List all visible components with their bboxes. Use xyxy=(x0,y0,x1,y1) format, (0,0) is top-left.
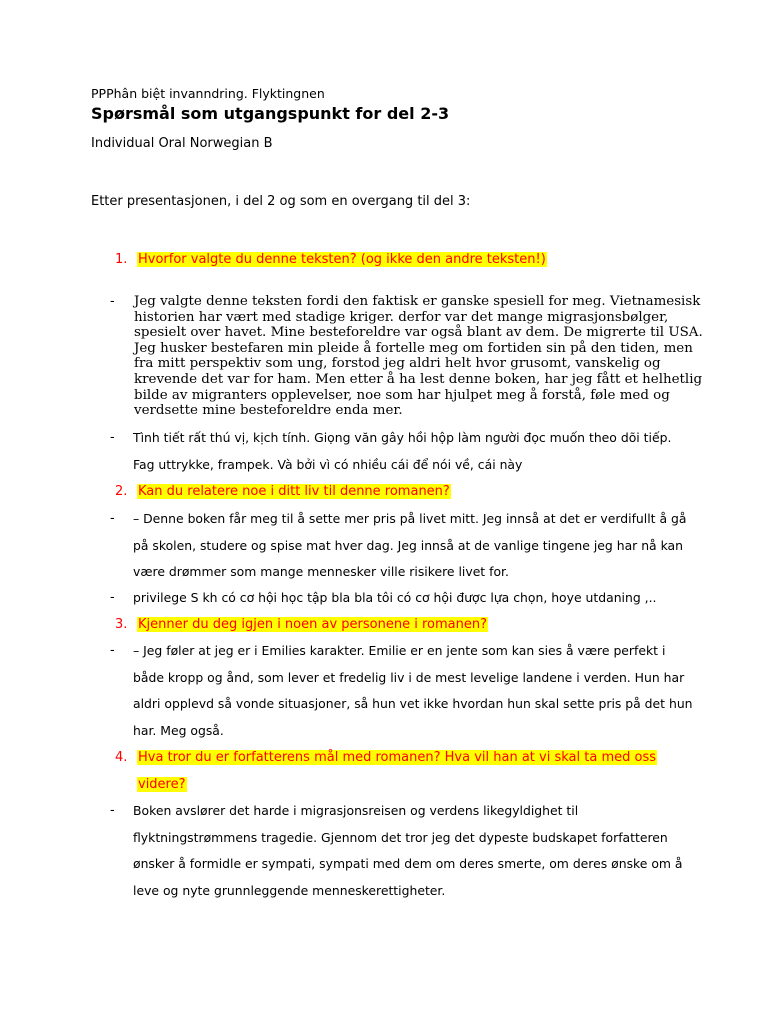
question-2-number: 2. xyxy=(115,484,128,499)
answer-1-1: Jeg valgte denne teksten fordi den faktisk er ganske spesiell for meg. Vietnamesisk historien har vært med stadige kriger. derfor var det mange migrasjonsbølger, spesielt over havet. Mine besteforeldre var også blant av dem. De migrerte til USA. Jeg husker bestefaren min pleide å fortelle meg om fortiden sin på den tiden, men fra mitt perspektiv som ung, forstod jeg aldri helt hvor grusomt, vanskelig og krevende det var for ham. Men etter å ha lest denne boken, har jeg fått et helhetlig bilde av migranters opplevelser, noe som har hjulpet meg å forstå, føle med og verdsette mine besteforeldre enda mer. xyxy=(134,294,703,419)
answer-4-1: Boken avslører det harde i migrasjonsreisen og verdens likegyldighet til flyktningstrømmens tragedie. Gjennom det tror jeg det dypeste budskapet forfatteren ønsker å formidle er sympati, sympati med dem om deres smerte, om deres ønske om å leve og nyte grunnleggende menneskerettigheter. xyxy=(133,803,683,898)
question-4-text-line1: Hva tror du er forfatterens mål med romanen? Hva vil han at vi skal ta med oss xyxy=(138,750,656,765)
question-2 xyxy=(115,484,451,499)
question-3-number: 3. xyxy=(115,617,128,632)
page-title: Spørsmål som utgangspunkt for del 2-3 xyxy=(91,104,450,123)
question-4-text-line2: videre? xyxy=(138,777,186,792)
supratitle: PPPhân biệt invanndring. Flyktingnen xyxy=(91,86,325,101)
bullet-dash: - xyxy=(110,590,115,605)
answer-2-2: privilege S kh có cơ hội học tập bla bla tôi có cơ hội được lựa chọn, hoye utdaning ,.. xyxy=(133,590,657,605)
question-4 xyxy=(115,750,657,765)
page-subtitle: Individual Oral Norwegian B xyxy=(91,136,273,151)
bullet-dash: - xyxy=(110,511,115,526)
question-4-continued xyxy=(137,777,187,792)
intro-text: Etter presentasjonen, i del 2 og som en overgang til del 3: xyxy=(91,194,471,209)
question-1 xyxy=(115,252,547,267)
bullet-dash: - xyxy=(110,294,115,309)
bullet-dash: - xyxy=(110,430,115,445)
bullet-dash: - xyxy=(110,803,115,818)
question-4-number: 4. xyxy=(115,750,128,765)
answer-1-2: Tình tiết rất thú vị, kịch tính. Giọng văn gây hồi hộp làm người đọc muốn theo dõi tiếp. Fag uttrykke, frampek. Và bởi vì có nhiều cái để nói về, cái này xyxy=(133,430,672,472)
question-3-text: Kjenner du deg igjen i noen av personene i romanen? xyxy=(138,617,487,632)
question-1-number: 1. xyxy=(115,252,128,267)
answer-3-1: – Jeg føler at jeg er i Emilies karakter. Emilie er en jente som kan sies å være perfekt i både kropp og ånd, som lever et fredelig liv i de mest levelige landene i verden. Hun har aldri opplevd så vonde situasjoner, så hun vet ikke hvordan hun skal sette pris på det hun har. Meg også. xyxy=(133,643,693,738)
question-2-text: Kan du relatere noe i ditt liv til denne romanen? xyxy=(138,484,450,499)
question-1-text: Hvorfor valgte du denne teksten? (og ikke den andre teksten!) xyxy=(138,252,546,267)
answer-2-1: – Denne boken får meg til å sette mer pris på livet mitt. Jeg innså at det er verdifullt å gå på skolen, studere og spise mat hver dag. Jeg innså at de vanlige tingene jeg har nå kan være drømmer som mange mennesker ville risikere livet for. xyxy=(133,511,687,579)
question-3 xyxy=(115,617,488,632)
bullet-dash: - xyxy=(110,643,115,658)
